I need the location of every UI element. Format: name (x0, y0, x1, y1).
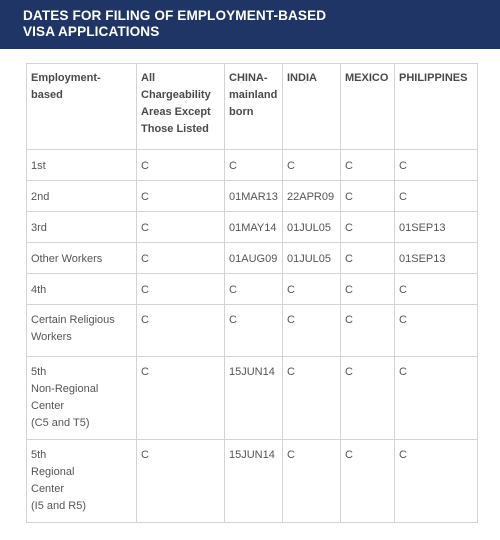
cell-all-chargeability: C (137, 212, 225, 243)
visa-dates-table-container (26, 63, 477, 523)
cell-all-chargeability: C (137, 305, 225, 357)
column-header-employment-based: Employment- based (27, 64, 137, 150)
cell-philippines: C (395, 274, 478, 305)
row-category: Certain Religious Workers (27, 305, 137, 357)
cell-mexico: C (341, 357, 395, 440)
table-row (27, 212, 478, 243)
row-category: 1st (27, 150, 137, 181)
banner-title-line-1: DATES FOR FILING OF EMPLOYMENT-BASED (23, 8, 327, 23)
cell-china: 01MAY14 (225, 212, 283, 243)
row-category: 4th (27, 274, 137, 305)
cell-india: 01JUL05 (283, 243, 341, 274)
cell-mexico: C (341, 243, 395, 274)
table-body (27, 150, 478, 523)
column-header-mexico: MEXICO (341, 64, 395, 150)
cell-all-chargeability: C (137, 243, 225, 274)
cell-china: 01MAR13 (225, 181, 283, 212)
row-category: Other Workers (27, 243, 137, 274)
cell-china: 15JUN14 (225, 357, 283, 440)
cell-india: C (283, 150, 341, 181)
cell-philippines: C (395, 357, 478, 440)
visa-dates-table (26, 63, 478, 523)
cell-mexico: C (341, 440, 395, 523)
cell-india: C (283, 357, 341, 440)
table-header (27, 64, 478, 150)
column-header-china: CHINA- mainland born (225, 64, 283, 150)
table-row (27, 150, 478, 181)
cell-philippines: C (395, 181, 478, 212)
cell-all-chargeability: C (137, 181, 225, 212)
cell-mexico: C (341, 150, 395, 181)
cell-all-chargeability: C (137, 274, 225, 305)
cell-india: 22APR09 (283, 181, 341, 212)
cell-philippines: 01SEP13 (395, 212, 478, 243)
cell-philippines: 01SEP13 (395, 243, 478, 274)
table-row (27, 440, 478, 523)
cell-china: 15JUN14 (225, 440, 283, 523)
cell-mexico: C (341, 274, 395, 305)
cell-philippines: C (395, 440, 478, 523)
cell-china: C (225, 274, 283, 305)
cell-india: C (283, 440, 341, 523)
cell-china: C (225, 305, 283, 357)
table-row (27, 357, 478, 440)
cell-all-chargeability: C (137, 440, 225, 523)
row-category: 2nd (27, 181, 137, 212)
cell-china: 01AUG09 (225, 243, 283, 274)
row-category: 5th Non-Regional Center (C5 and T5) (27, 357, 137, 440)
banner-title-line-2: VISA APPLICATIONS (23, 24, 160, 39)
row-category: 5th Regional Center (I5 and R5) (27, 440, 137, 523)
cell-india: C (283, 305, 341, 357)
page-banner (0, 0, 500, 49)
cell-china: C (225, 150, 283, 181)
cell-all-chargeability: C (137, 150, 225, 181)
cell-mexico: C (341, 305, 395, 357)
column-header-india: INDIA (283, 64, 341, 150)
table-row (27, 181, 478, 212)
cell-india: 01JUL05 (283, 212, 341, 243)
table-row (27, 305, 478, 357)
cell-philippines: C (395, 305, 478, 357)
cell-mexico: C (341, 212, 395, 243)
table-row (27, 243, 478, 274)
table-row (27, 274, 478, 305)
row-category: 3rd (27, 212, 137, 243)
cell-india: C (283, 274, 341, 305)
cell-all-chargeability: C (137, 357, 225, 440)
cell-mexico: C (341, 181, 395, 212)
header-row (27, 64, 478, 150)
column-header-all-chargeability: All Chargeability Areas Except Those Listed (137, 64, 225, 150)
cell-philippines: C (395, 150, 478, 181)
column-header-philippines: PHILIPPINES (395, 64, 478, 150)
